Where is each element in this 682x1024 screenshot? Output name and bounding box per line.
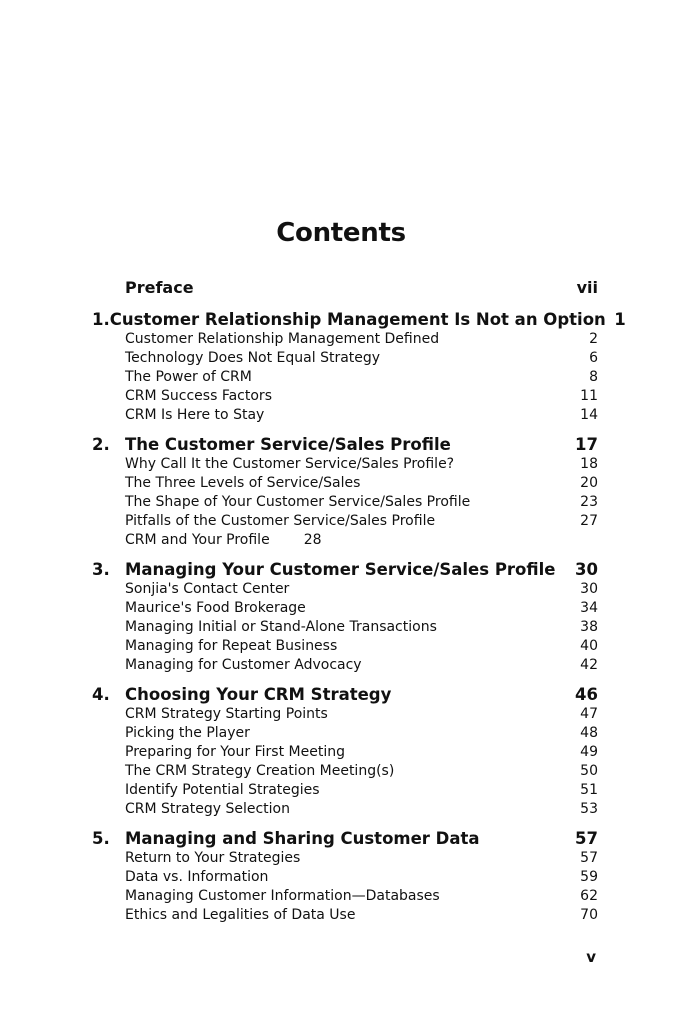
section-entry bbox=[125, 850, 598, 869]
section-entry bbox=[125, 907, 598, 926]
section-page: 30 bbox=[580, 581, 598, 597]
chapter-number: 4. bbox=[92, 685, 110, 704]
chapter-1 bbox=[92, 310, 626, 426]
section-entry bbox=[125, 581, 598, 600]
section-title: Managing for Repeat Business bbox=[125, 638, 338, 654]
section-entry bbox=[125, 638, 598, 657]
section-entry bbox=[125, 475, 598, 494]
preface-entry bbox=[125, 278, 598, 300]
chapter-4 bbox=[92, 685, 598, 820]
chapter-page: 46 bbox=[575, 685, 598, 704]
section-title: Sonjia's Contact Center bbox=[125, 581, 290, 597]
section-title: CRM Is Here to Stay bbox=[125, 407, 265, 423]
section-title: Identify Potential Strategies bbox=[125, 782, 320, 798]
section-title: Why Call It the Customer Service/Sales Profile? bbox=[125, 456, 455, 472]
section-page: 14 bbox=[580, 407, 598, 423]
section-list bbox=[92, 850, 598, 926]
section-page: 70 bbox=[580, 907, 598, 923]
chapter-heading bbox=[92, 435, 598, 456]
section-title: The Shape of Your Customer Service/Sales Profile bbox=[125, 494, 471, 510]
section-page: 2 bbox=[589, 331, 598, 347]
section-title: Data vs. Information bbox=[125, 869, 269, 885]
chapter-number: 1. bbox=[92, 310, 110, 329]
section-page: 40 bbox=[580, 638, 598, 654]
section-title: The Power of CRM bbox=[125, 369, 252, 385]
section-title: Maurice's Food Brokerage bbox=[125, 600, 306, 616]
section-page: 59 bbox=[580, 869, 598, 885]
section-page: 38 bbox=[580, 619, 598, 635]
section-page: 11 bbox=[580, 388, 598, 404]
section-title: CRM and Your Profile bbox=[125, 532, 270, 548]
section-entry bbox=[125, 657, 598, 676]
section-title: The Three Levels of Service/Sales bbox=[125, 475, 361, 491]
section-title: CRM Strategy Selection bbox=[125, 801, 290, 817]
chapter-page: 1 bbox=[614, 310, 626, 329]
section-entry bbox=[125, 782, 598, 801]
section-page: 51 bbox=[580, 782, 598, 798]
chapter-heading bbox=[92, 560, 598, 581]
section-title: CRM Strategy Starting Points bbox=[125, 706, 328, 722]
chapter-heading bbox=[92, 829, 598, 850]
section-title: Picking the Player bbox=[125, 725, 250, 741]
preface-page: vii bbox=[576, 278, 598, 297]
section-page: 50 bbox=[580, 763, 598, 779]
section-page: 42 bbox=[580, 657, 598, 673]
chapter-3 bbox=[92, 560, 598, 676]
section-page: 47 bbox=[580, 706, 598, 722]
chapter-2 bbox=[92, 435, 598, 551]
section-page: 20 bbox=[580, 475, 598, 491]
section-title: The CRM Strategy Creation Meeting(s) bbox=[125, 763, 395, 779]
section-page: 34 bbox=[580, 600, 598, 616]
section-title: CRM Success Factors bbox=[125, 388, 272, 404]
chapter-heading bbox=[92, 310, 626, 331]
section-page: 28 bbox=[303, 532, 322, 548]
section-entry bbox=[125, 600, 598, 619]
chapter-number: 5. bbox=[92, 829, 110, 848]
section-entry bbox=[125, 532, 598, 551]
section-entry bbox=[125, 706, 598, 725]
section-entry bbox=[125, 725, 598, 744]
section-page: 48 bbox=[580, 725, 598, 741]
table-of-contents bbox=[92, 278, 626, 935]
section-entry bbox=[125, 456, 598, 475]
section-entry bbox=[125, 369, 598, 388]
section-entry bbox=[125, 350, 598, 369]
section-title: Customer Relationship Management Defined bbox=[125, 331, 440, 347]
preface-label: Preface bbox=[125, 278, 194, 297]
section-title: Managing Initial or Stand-Alone Transactions bbox=[125, 619, 437, 635]
section-title: Ethics and Legalities of Data Use bbox=[125, 907, 356, 923]
section-entry bbox=[125, 331, 598, 350]
section-page: 6 bbox=[589, 350, 598, 366]
chapter-title: Choosing Your CRM Strategy bbox=[125, 685, 392, 704]
section-entry bbox=[125, 888, 598, 907]
section-page: 49 bbox=[580, 744, 598, 760]
section-page: 23 bbox=[580, 494, 598, 510]
chapter-number: 3. bbox=[92, 560, 110, 579]
section-title: Return to Your Strategies bbox=[125, 850, 301, 866]
section-list bbox=[92, 331, 598, 426]
section-page: 57 bbox=[580, 850, 598, 866]
section-entry bbox=[125, 869, 598, 888]
chapter-title: Managing Your Customer Service/Sales Profile bbox=[125, 560, 556, 579]
chapter-number: 2. bbox=[92, 435, 110, 454]
section-page: 62 bbox=[580, 888, 598, 904]
section-title: Managing Customer Information—Databases bbox=[125, 888, 440, 904]
section-entry bbox=[125, 494, 598, 513]
section-list bbox=[92, 706, 598, 820]
section-entry bbox=[125, 388, 598, 407]
chapter-5 bbox=[92, 829, 598, 926]
chapter-title: Managing and Sharing Customer Data bbox=[125, 829, 480, 848]
chapter-page: 17 bbox=[575, 435, 598, 454]
section-page: 53 bbox=[580, 801, 598, 817]
chapter-heading bbox=[92, 685, 598, 706]
page-title: Contents bbox=[276, 218, 406, 248]
section-entry bbox=[125, 407, 598, 426]
section-title: Technology Does Not Equal Strategy bbox=[125, 350, 381, 366]
section-page: 27 bbox=[580, 513, 598, 529]
chapter-title: The Customer Service/Sales Profile bbox=[125, 435, 451, 454]
section-entry bbox=[125, 619, 598, 638]
page-number: v bbox=[586, 948, 596, 966]
section-page: 8 bbox=[589, 369, 598, 385]
chapter-page: 30 bbox=[575, 560, 598, 579]
section-entry bbox=[125, 763, 598, 782]
section-title: Preparing for Your First Meeting bbox=[125, 744, 345, 760]
section-title: Pitfalls of the Customer Service/Sales Profile bbox=[125, 513, 436, 529]
section-list bbox=[92, 581, 598, 676]
chapter-title: Customer Relationship Management Is Not an Option bbox=[109, 310, 606, 329]
section-page: 18 bbox=[580, 456, 598, 472]
section-entry bbox=[125, 513, 598, 532]
section-entry bbox=[125, 801, 598, 820]
section-title: Managing for Customer Advocacy bbox=[125, 657, 362, 673]
section-entry bbox=[125, 744, 598, 763]
chapter-page: 57 bbox=[575, 829, 598, 848]
section-list bbox=[92, 456, 598, 551]
